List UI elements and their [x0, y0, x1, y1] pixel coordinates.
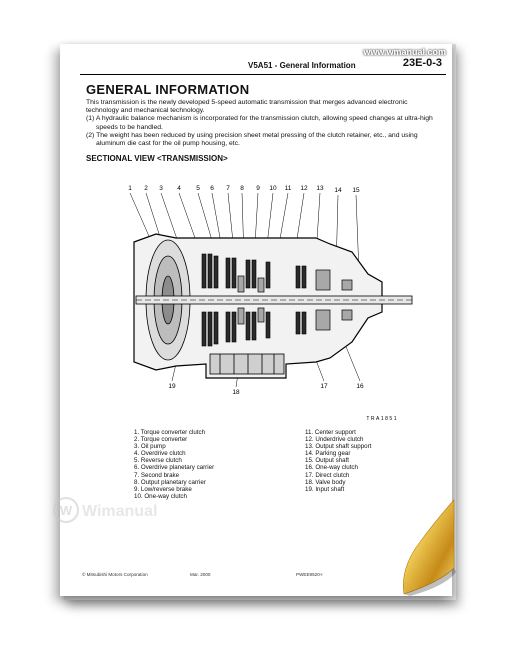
legend-item: 2. Torque converter: [134, 436, 188, 444]
callout-10: 10: [269, 185, 277, 192]
legend-item: 11. Center support: [305, 429, 356, 436]
point-1: (1) A hydraulic balance mechanism is incorporated for the transmission clutch, allowing speed changes at ultra-high speeds to be handled.: [86, 115, 433, 131]
legend-item: 15. Output shaft: [305, 457, 350, 465]
intro-text-block: [86, 99, 436, 148]
svg-text:W: W: [59, 503, 73, 518]
header-title: V5A51 - General Information: [248, 61, 356, 70]
callout-9: 9: [256, 185, 260, 192]
callout-19: 19: [168, 383, 176, 390]
callout-7: 7: [226, 185, 230, 192]
footer-date: Mar. 2000: [190, 572, 211, 577]
callout-4: 4: [177, 185, 181, 192]
callout-6: 6: [210, 185, 214, 192]
legend-right-list: [305, 429, 371, 493]
legend-item: 8. Output planetary carrier: [134, 478, 206, 486]
callout-2: 2: [144, 185, 148, 192]
legend-item: 18. Valve body: [305, 478, 346, 486]
callout-1: 1: [128, 185, 132, 192]
legend-item: 9. Low/reverse brake: [134, 485, 192, 493]
callout-11: 11: [284, 185, 292, 192]
page-code: 23E-0-3: [402, 57, 442, 69]
legend-item: 1. Torque converter clutch: [134, 429, 206, 436]
callout-17: 17: [320, 383, 328, 390]
legend-item: 14. Parking gear: [305, 450, 351, 458]
legend-item: 10. One-way clutch: [134, 492, 187, 500]
callout-13: 13: [316, 185, 324, 192]
callout-15: 15: [352, 187, 360, 194]
callout-16: 16: [356, 383, 364, 390]
legend-item: 7. Second brake: [134, 471, 180, 479]
page-curl: [380, 498, 460, 598]
legend-item: 5. Reverse clutch: [134, 457, 182, 465]
transmission-sectional-diagram: [116, 182, 416, 422]
callout-18: 18: [232, 389, 240, 396]
legend-item: 17. Direct clutch: [305, 471, 350, 479]
legend-item: 13. Output shaft support: [305, 443, 372, 451]
legend-item: 4. Overdrive clutch: [134, 450, 186, 458]
callout-8: 8: [240, 185, 244, 192]
callout-14: 14: [334, 187, 342, 194]
callout-12: 12: [300, 185, 308, 192]
wmanual-watermark-logo: [50, 490, 190, 530]
footer-code: PWEE9520-I: [296, 572, 323, 577]
legend-item: 6. Overdrive planetary carrier: [134, 464, 215, 472]
watermark-logo-text: Wimanual: [82, 503, 158, 520]
figure-code: TRA1851: [366, 416, 398, 422]
intro-paragraph: This transmission is the newly developed 5-speed automatic transmission that merges advanced electronic technology and mechanical technology.: [86, 99, 408, 115]
callout-3: 3: [159, 185, 163, 192]
point-2: (2) The weight has been reduced by using precision sheet metal pressing of the clutch retainer, etc., and using aluminum die cast for the oil pump housing, etc.: [86, 131, 418, 148]
legend-item: 12. Underdrive clutch: [305, 436, 364, 444]
callout-5: 5: [196, 185, 200, 192]
legend-item: 16. One-way clutch: [305, 464, 358, 472]
watermark-url: www.wmanual.com: [363, 47, 446, 57]
page-heading: GENERAL INFORMATION: [86, 82, 250, 97]
footer-company: © Mitsubishi Motors Corporation: [82, 572, 148, 577]
legend-item: 19. Input shaft: [305, 485, 345, 493]
legend-item: 3. Oil pump: [134, 443, 166, 451]
page-header: [80, 57, 446, 75]
section-title: SECTIONAL VIEW <TRANSMISSION>: [86, 154, 228, 163]
